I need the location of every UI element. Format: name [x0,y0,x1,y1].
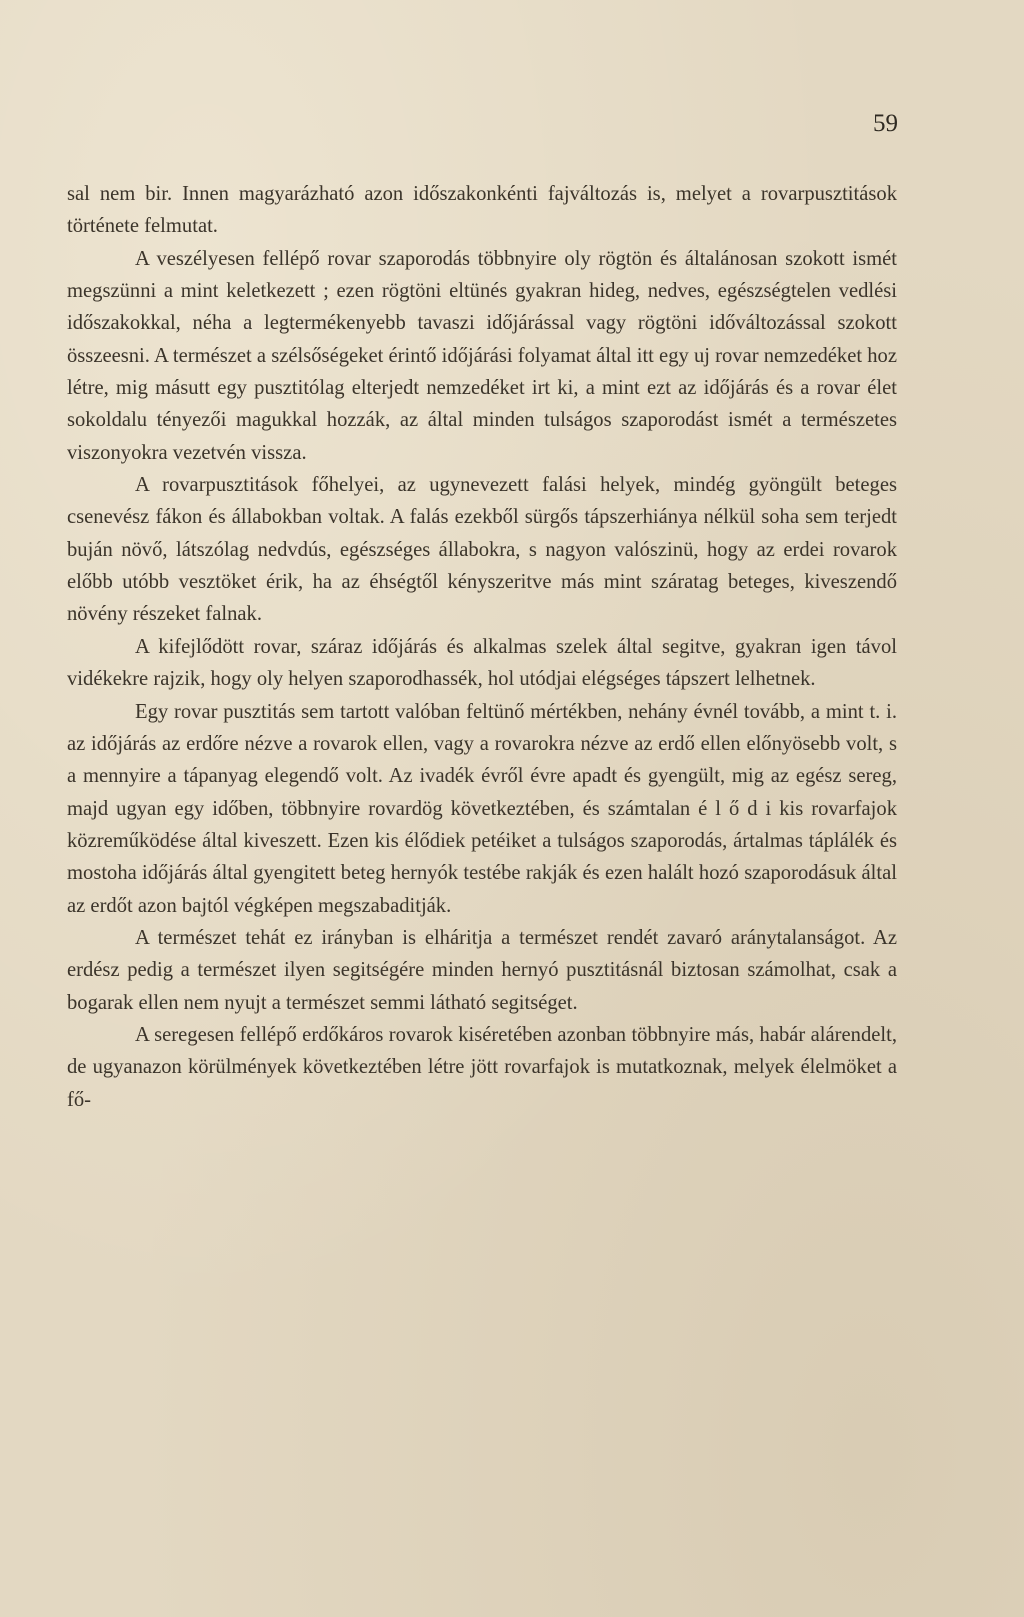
paragraph-7: A seregesen fellépő erdőkáros rovarok kiséretében azonban többnyire más, habár alárendelt, de ugyanazon körülmények következtében létre jött rovarfajok is mutatkoznak, melyek élelmöket a fő- [67,1023,897,1111]
page-number: 59 [873,110,898,137]
paragraph-6: A természet tehát ez irányban is elháritja a természet rendét zavaró aránytalanságot. Az erdész pedig a természet ilyen segitségére minden hernyó pusztitásnál biztosan számolhat, csak a bogarak ellen nem nyujt a természet semmi látható segitséget. [67,926,897,1014]
paragraph-1: sal nem bir. Innen magyarázható azon időszakonkénti fajváltozás is, melyet a rovarpusztitások története felmutat. [67,183,897,238]
body-text [67,178,897,1116]
paragraph-5: Egy rovar pusztitás sem tartott valóban feltünő mértékben, nehány évnél tovább, a mint t. i. az időjárás az erdőre nézve a rovarok ellen, vagy a rovarokra nézve az erdő ellen előnyösebb volt, s a mennyire a tápanyag elegendő volt. Az ivadék évről évre apadt és gyengült, mig az egész sereg, majd ugyan egy időben, többnyire rovardög következtében, és számtalan é l ő d i kis rovarfajok közreműködése által kiveszett. Ezen kis élődiek petéiket a tulságos szaporodás, ártalmas táplálék és mostoha időjárás által gyengitett beteg hernyók testébe rakják és ezen halált hozó szaporodásuk által az erdőt azon bajtól végképen megszabaditják. [67,700,897,917]
paragraph-3: A rovarpusztitások főhelyei, az ugynevezett falási helyek, mindég gyöngült beteges csenevész fákon és állabokban voltak. A falás ezekből sürgős tápszerhiánya nélkül soha sem terjedt buján növő, látszólag nedvdús, egészséges állabokra, s nagyon valószinü, hogy az erdei rovarok előbb utóbb vesztöket érik, ha az éhségtől kényszeritve más mint száratag beteges, kiveszendő növény részeket falnak. [67,474,897,626]
paragraph-2: A veszélyesen fellépő rovar szaporodás többnyire oly rögtön és általánosan szokott ismét megszünni a mint keletkezett ; ezen rögtöni eltünés gyakran hideg, nedves, egészségtelen vedlési időszakokkal, néha a legtermékenyebb tavaszi időjárással vagy rögtöni időváltozással szokott összeesni. A természet a szélsőségeket érintő időjárási folyamat által itt egy uj rovar nemzedéket hoz létre, mig másutt egy pusztitólag elterjedt nemzedéket irt ki, a mint ezt az időjárás és a rovar élet sokoldalu tényezői magukkal hozzák, az által minden tulságos szaporodást ismét a természetes viszonyokra vezetvén vissza. [67,247,897,464]
paragraph-4: A kifejlődött rovar, száraz időjárás és alkalmas szelek által segitve, gyakran igen távol vidékekre rajzik, hogy oly helyen szaporodhassék, hol utódjai elégséges tápszert lelhetnek. [67,635,897,691]
